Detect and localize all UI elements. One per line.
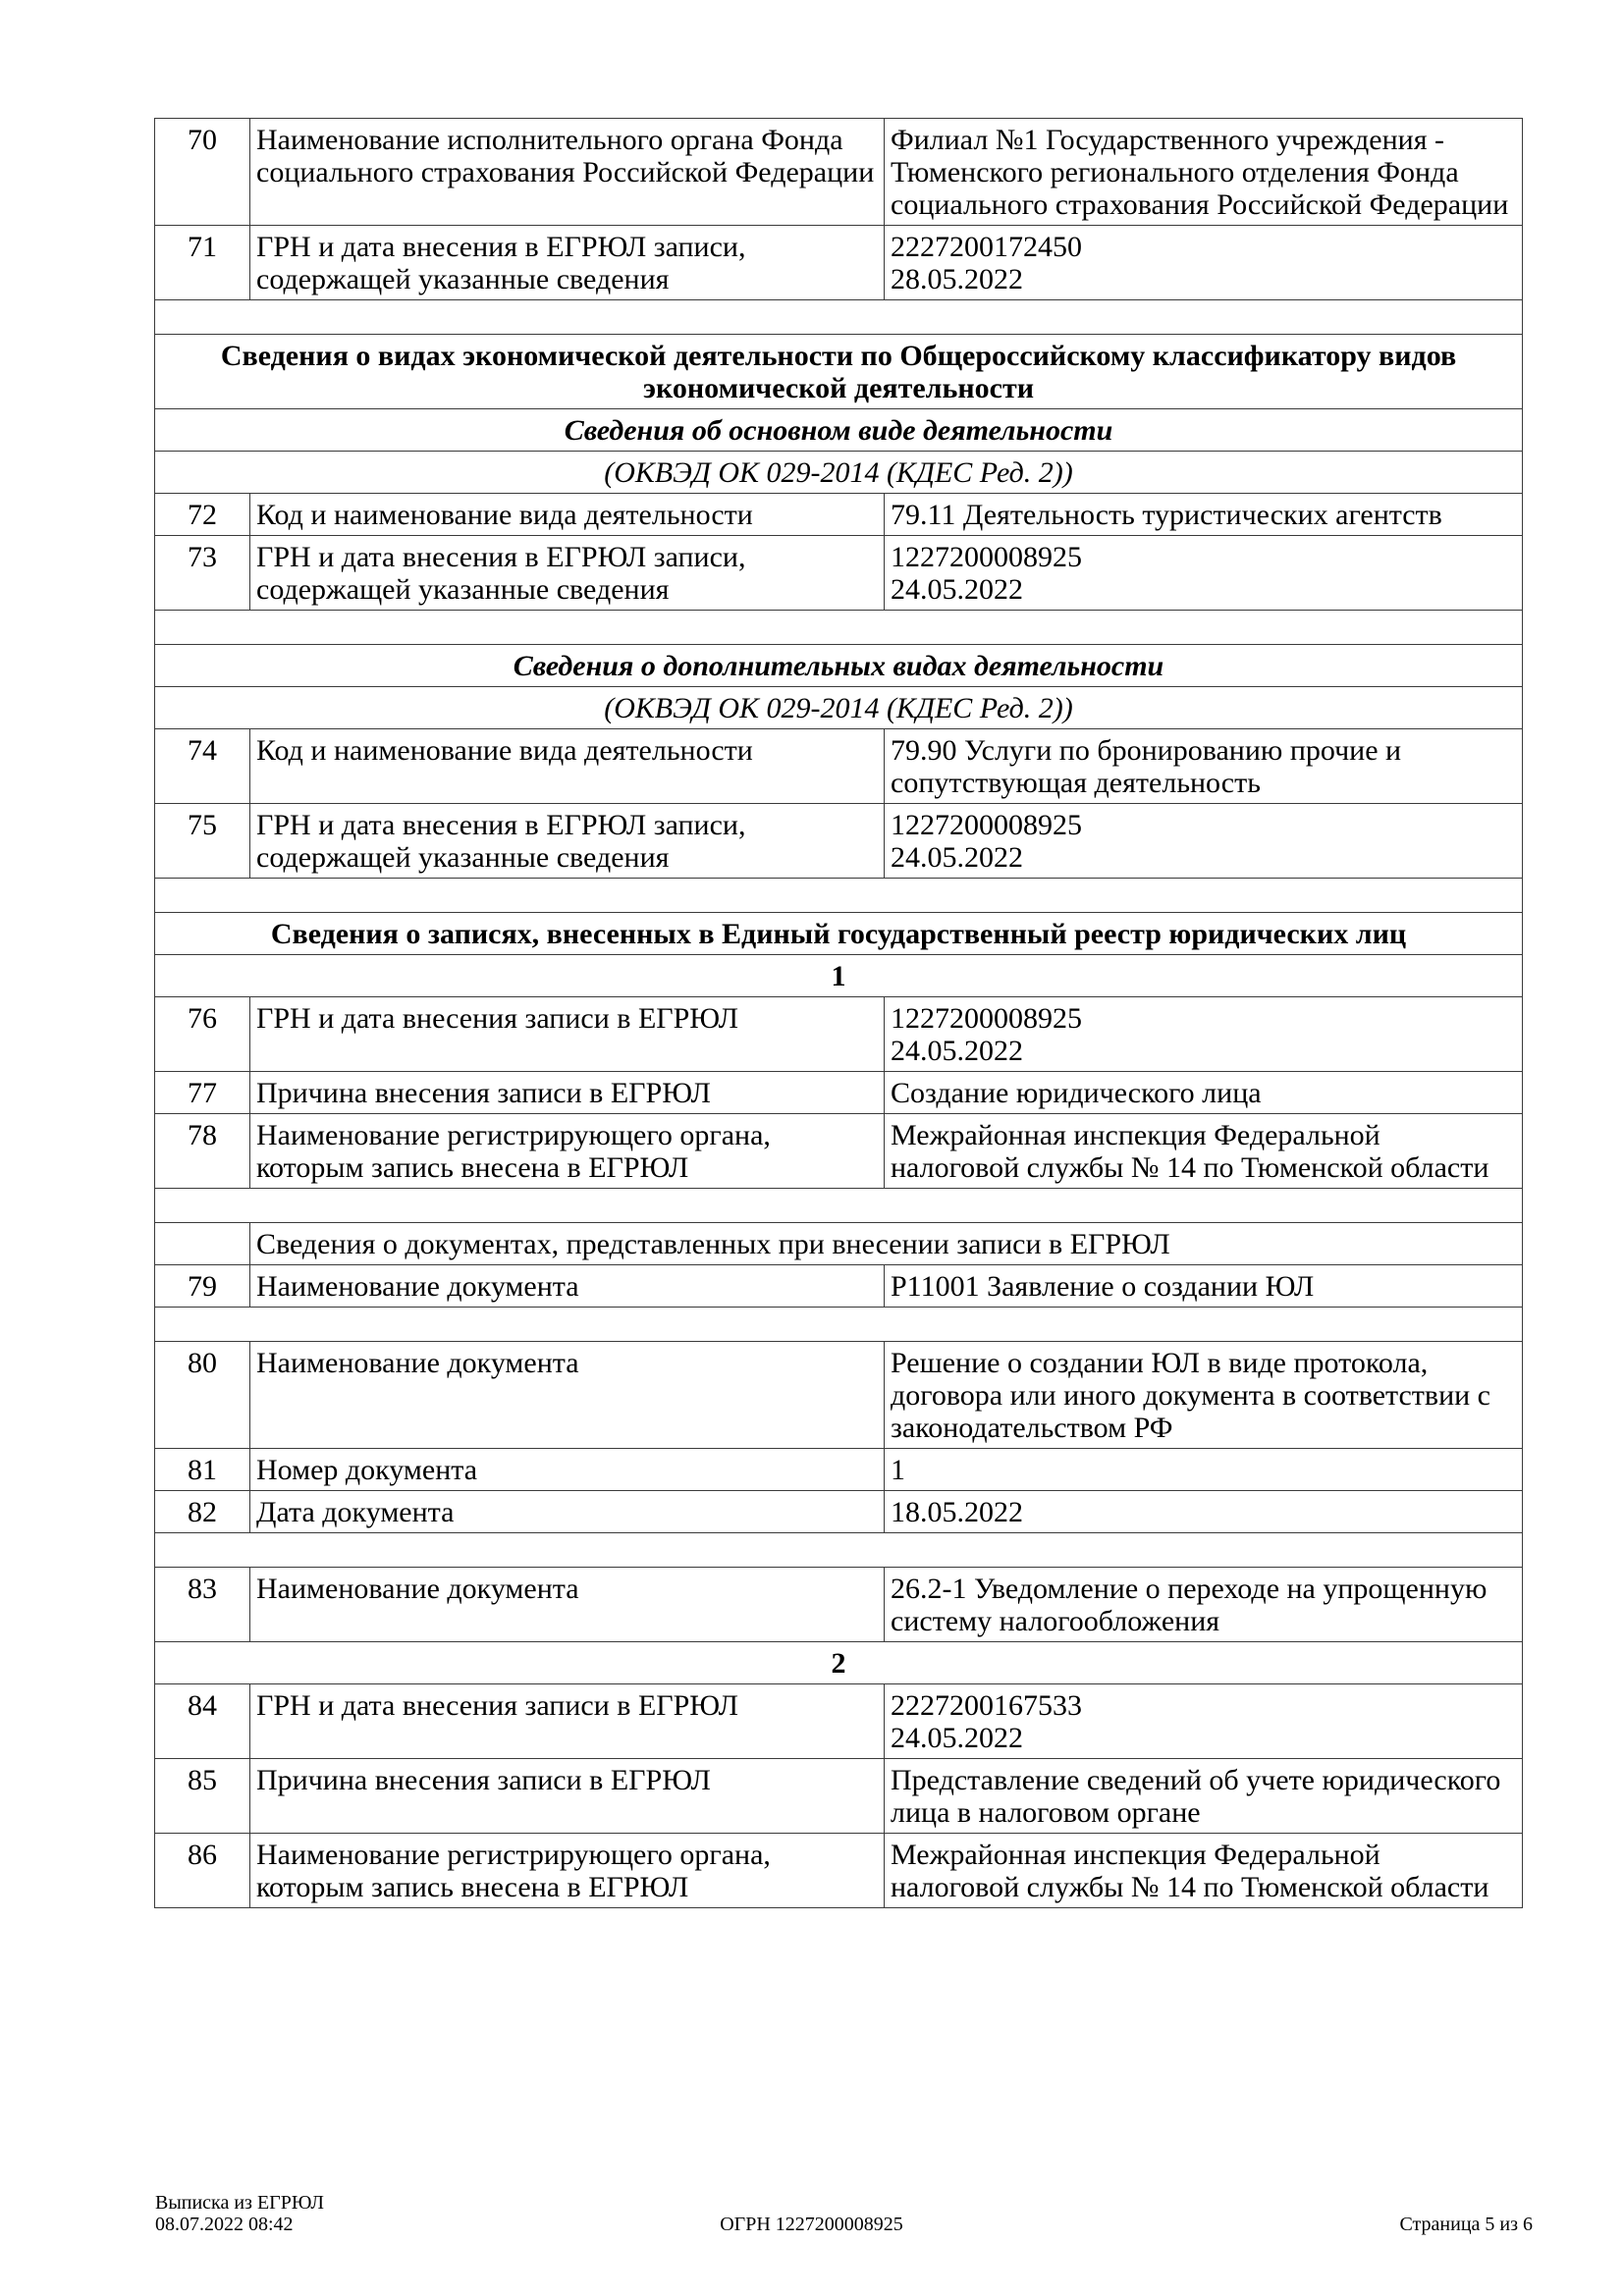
row-value: 26.2-1 Уведомление о переходе на упрощенную систему налогообложения [885,1568,1523,1642]
section-header: (ОКВЭД ОК 029-2014 (КДЕС Ред. 2)) [155,687,1523,729]
empty-separator-row [155,300,1523,335]
row-number: 79 [155,1265,250,1308]
row-value: 1 [885,1449,1523,1491]
footer-ogrn: ОГРН 1227200008925 [720,2214,903,2235]
table-row [155,1072,1523,1114]
subsection-row [155,1223,1523,1265]
row-value: 2227200172450 28.05.2022 [885,226,1523,300]
section-header: 1 [155,955,1523,997]
section-header: (ОКВЭД ОК 029-2014 (КДЕС Ред. 2)) [155,452,1523,494]
row-value: Решение о создании ЮЛ в виде протокола, договора или иного документа в соответствии с законодательством РФ [885,1342,1523,1449]
row-value: 79.90 Услуги по бронированию прочие и сопутствующая деятельность [885,729,1523,804]
section-header: Сведения об основном виде деятельности [155,409,1523,452]
empty-separator-row [155,1189,1523,1223]
row-label: Дата документа [250,1491,885,1533]
section-header-row [155,335,1523,409]
section-header-row [155,409,1523,452]
row-number: 84 [155,1684,250,1759]
row-value: 1227200008925 24.05.2022 [885,997,1523,1072]
table-row [155,1265,1523,1308]
row-number: 80 [155,1342,250,1449]
section-header-row [155,913,1523,955]
table-row [155,1568,1523,1642]
table-row [155,1114,1523,1189]
row-value: Создание юридического лица [885,1072,1523,1114]
row-number: 81 [155,1449,250,1491]
row-value: 1227200008925 24.05.2022 [885,804,1523,879]
row-number [155,1223,250,1265]
row-value: Представление сведений об учете юридического лица в налоговом органе [885,1759,1523,1834]
row-label: Наименование регистрирующего органа, которым запись внесена в ЕГРЮЛ [250,1114,885,1189]
row-number: 77 [155,1072,250,1114]
subsection-title: Сведения о документах, представленных при внесении записи в ЕГРЮЛ [250,1223,1523,1265]
row-value: 18.05.2022 [885,1491,1523,1533]
row-label: Наименование документа [250,1342,885,1449]
table-row [155,1684,1523,1759]
table-row [155,494,1523,536]
empty-cell [155,1308,1523,1342]
row-label: ГРН и дата внесения в ЕГРЮЛ записи, содержащей указанные сведения [250,536,885,611]
row-label: Причина внесения записи в ЕГРЮЛ [250,1759,885,1834]
table-row [155,1449,1523,1491]
empty-cell [155,300,1523,335]
row-label: Код и наименование вида деятельности [250,494,885,536]
row-number: 73 [155,536,250,611]
empty-cell [155,1189,1523,1223]
row-number: 83 [155,1568,250,1642]
row-label: Код и наименование вида деятельности [250,729,885,804]
row-label: Наименование регистрирующего органа, которым запись внесена в ЕГРЮЛ [250,1834,885,1908]
empty-cell [155,879,1523,913]
footer-doc-title: Выписка из ЕГРЮЛ [155,2192,324,2214]
table-row [155,997,1523,1072]
empty-cell [155,611,1523,645]
row-value: Межрайонная инспекция Федеральной налоговой службы № 14 по Тюменской области [885,1114,1523,1189]
row-number: 85 [155,1759,250,1834]
row-value: Филиал №1 Государственного учреждения - Тюменского регионального отделения Фонда социального страхования Российской Федерации [885,119,1523,226]
row-value: Межрайонная инспекция Федеральной налоговой службы № 14 по Тюменской области [885,1834,1523,1908]
section-header-row [155,452,1523,494]
empty-separator-row [155,1533,1523,1568]
empty-separator-row [155,611,1523,645]
row-number: 76 [155,997,250,1072]
table-row [155,729,1523,804]
row-label: Причина внесения записи в ЕГРЮЛ [250,1072,885,1114]
row-label: ГРН и дата внесения в ЕГРЮЛ записи, содержащей указанные сведения [250,226,885,300]
row-number: 78 [155,1114,250,1189]
section-header: 2 [155,1642,1523,1684]
row-number: 75 [155,804,250,879]
empty-separator-row [155,879,1523,913]
section-header: Сведения о дополнительных видах деятельности [155,645,1523,687]
row-number: 86 [155,1834,250,1908]
row-label: Наименование документа [250,1568,885,1642]
section-header-row [155,687,1523,729]
section-header: Сведения о записях, внесенных в Единый государственный реестр юридических лиц [155,913,1523,955]
section-header-row [155,955,1523,997]
row-number: 74 [155,729,250,804]
section-header-row [155,645,1523,687]
table-row [155,1759,1523,1834]
footer-datetime: 08.07.2022 08:42 [155,2214,294,2235]
row-number: 70 [155,119,250,226]
row-label: ГРН и дата внесения записи в ЕГРЮЛ [250,1684,885,1759]
table-row [155,226,1523,300]
table-row [155,536,1523,611]
footer-page-number: Страница 5 из 6 [1399,2214,1533,2235]
table-row [155,1834,1523,1908]
table-row [155,804,1523,879]
egrul-extract-table [154,118,1523,1908]
row-value: 2227200167533 24.05.2022 [885,1684,1523,1759]
table-row [155,1491,1523,1533]
table-row [155,119,1523,226]
row-number: 71 [155,226,250,300]
row-value: Р11001 Заявление о создании ЮЛ [885,1265,1523,1308]
row-label: ГРН и дата внесения в ЕГРЮЛ записи, содержащей указанные сведения [250,804,885,879]
row-value: 79.11 Деятельность туристических агентств [885,494,1523,536]
table-row [155,1342,1523,1449]
section-header: Сведения о видах экономической деятельности по Общероссийскому классификатору видов экономической деятельности [155,335,1523,409]
row-label: Номер документа [250,1449,885,1491]
empty-cell [155,1533,1523,1568]
row-label: ГРН и дата внесения записи в ЕГРЮЛ [250,997,885,1072]
row-label: Наименование исполнительного органа Фонда социального страхования Российской Федерации [250,119,885,226]
row-number: 72 [155,494,250,536]
row-value: 1227200008925 24.05.2022 [885,536,1523,611]
section-header-row [155,1642,1523,1684]
row-label: Наименование документа [250,1265,885,1308]
row-number: 82 [155,1491,250,1533]
empty-separator-row [155,1308,1523,1342]
